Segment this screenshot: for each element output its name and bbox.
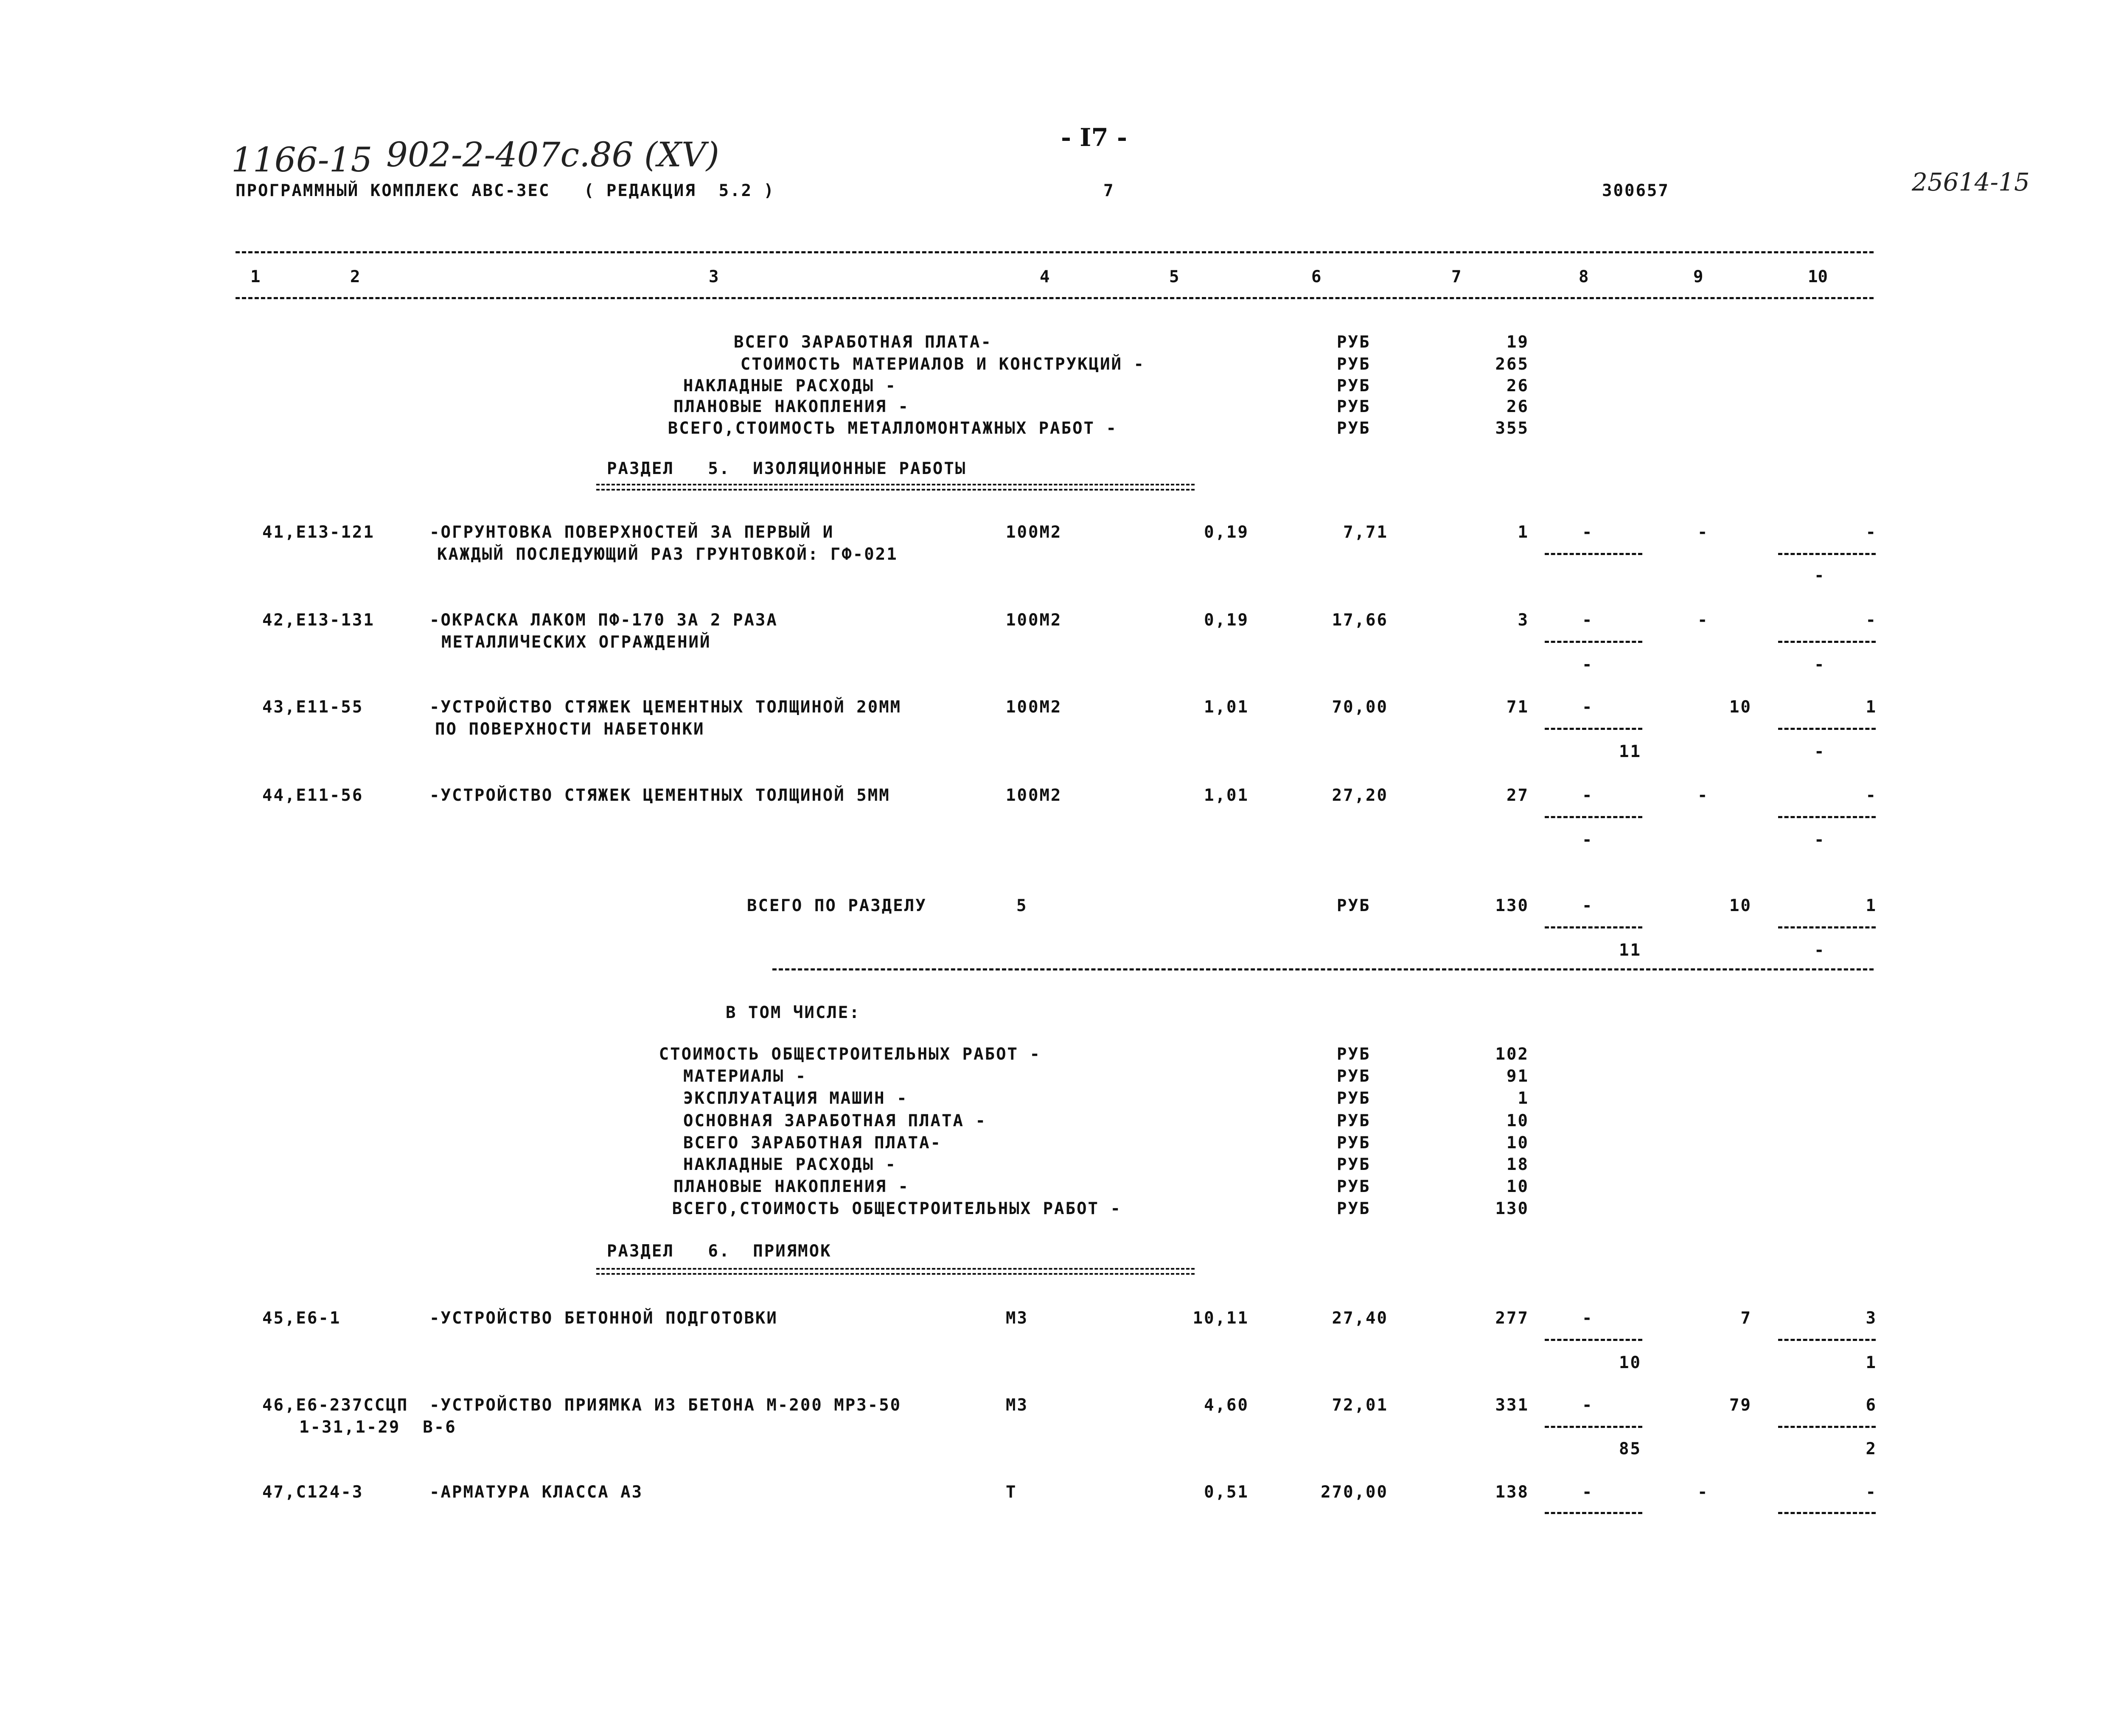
row-col10-sub: -	[1814, 655, 1826, 674]
row-description: -УСТРОЙСТВО СТЯЖЕК ЦЕМЕНТНЫХ ТОЛЩИНОЙ 20ММ	[429, 698, 902, 717]
col8-rule	[1545, 728, 1642, 730]
program-line: ПРОГРАММНЫЙ КОМПЛЕКС АВС-3ЕС ( РЕДАКЦИЯ 5.2 )	[236, 181, 775, 200]
breakdown-value: 10	[1507, 1111, 1529, 1130]
row-col9: 79	[1729, 1396, 1752, 1415]
col10-rule	[1778, 1339, 1876, 1341]
row-description-cont: КАЖДЫЙ ПОСЛЕДУЮЩИЙ РАЗ ГРУНТОВКОЙ: ГФ-021	[437, 545, 898, 564]
breakdown-label: МАТЕРИАЛЫ -	[683, 1067, 807, 1086]
total-col9: 10	[1729, 896, 1752, 915]
row-code: 46,Е6-237ССЦП	[262, 1396, 409, 1415]
row-code: 41,Е13-121	[262, 523, 375, 542]
row-total: 331	[1495, 1396, 1529, 1415]
row-description: -ОКРАСКА ЛАКОМ ПФ-170 ЗА 2 РАЗА	[429, 611, 778, 630]
row-col8: -	[1582, 611, 1594, 630]
col-header: 3	[709, 267, 719, 286]
row-quantity: 0,51	[1204, 1483, 1249, 1502]
row-col9: -	[1697, 1483, 1709, 1502]
row-description: -АРМАТУРА КЛАССА А3	[429, 1483, 643, 1502]
col8-rule	[1545, 816, 1642, 818]
col-header: 5	[1169, 267, 1179, 286]
handwritten-code-left: 1166-15	[231, 140, 373, 179]
col10-rule	[1778, 1512, 1876, 1514]
row-price: 70,00	[1332, 698, 1388, 717]
document-code: 300657	[1602, 181, 1669, 200]
row-col10-sub: -	[1814, 566, 1826, 585]
row-code: 45,Е6-1	[262, 1309, 341, 1328]
row-price: 72,01	[1332, 1396, 1388, 1415]
row-col10: -	[1866, 523, 1877, 542]
total-col8: -	[1582, 896, 1594, 915]
row-description: -УСТРОЙСТВО БЕТОННОЙ ПОДГОТОВКИ	[429, 1309, 778, 1328]
row-total: 71	[1507, 698, 1529, 717]
breakdown-label: СТОИМОСТЬ ОБЩЕСТРОИТЕЛЬНЫХ РАБОТ -	[659, 1045, 1041, 1064]
total-col10-sub: -	[1814, 941, 1826, 960]
col-header: 1	[250, 267, 261, 286]
breakdown-value: 102	[1495, 1045, 1529, 1064]
breakdown-label: ВСЕГО,СТОИМОСТЬ ОБЩЕСТРОИТЕЛЬНЫХ РАБОТ -	[672, 1199, 1122, 1218]
row-col8-sub: -	[1582, 830, 1594, 850]
col8-rule	[1545, 1512, 1642, 1514]
breakdown-value: 1	[1518, 1089, 1529, 1108]
breakdown-value: 10	[1507, 1177, 1529, 1196]
col10-rule	[1778, 926, 1876, 928]
row-total: 1	[1518, 523, 1529, 542]
summary-value: 26	[1507, 397, 1529, 416]
row-code: 44,Е11-56	[262, 786, 364, 805]
summary-label: ВСЕГО ЗАРАБОТНАЯ ПЛАТА-	[733, 333, 992, 352]
breakdown-value: 18	[1507, 1155, 1529, 1174]
col8-rule	[1545, 553, 1642, 555]
row-col8: -	[1582, 698, 1594, 717]
breakdown-label: ЭКСПЛУАТАЦИЯ МАШИН -	[683, 1089, 908, 1108]
summary-label: ПЛАНОВЫЕ НАКОПЛЕНИЯ -	[673, 397, 909, 416]
row-code: 43,Е11-55	[262, 698, 364, 717]
row-description: -ОГРУНТОВКА ПОВЕРХНОСТЕЙ ЗА ПЕРВЫЙ И	[429, 523, 834, 542]
row-col9: 10	[1729, 698, 1752, 717]
row-description: -УСТРОЙСТВО ПРИЯМКА ИЗ БЕТОНА М-200 МРЗ-50	[429, 1396, 902, 1415]
row-col9: -	[1697, 611, 1709, 630]
row-col10: -	[1866, 786, 1877, 805]
row-col8: -	[1582, 1483, 1594, 1502]
section-6-title: РАЗДЕЛ 6. ПРИЯМОК	[607, 1242, 832, 1261]
row-quantity: 0,19	[1204, 611, 1249, 630]
col-header: 10	[1808, 267, 1828, 286]
col-header: 7	[1451, 267, 1462, 286]
total-section-number: 5	[1016, 896, 1028, 915]
summary-unit: РУБ	[1337, 333, 1371, 352]
breakdown-unit: РУБ	[1337, 1089, 1371, 1108]
page-mark: 7	[1103, 181, 1115, 200]
row-col10-sub: -	[1814, 742, 1826, 761]
col-header: 6	[1311, 267, 1321, 286]
row-col9: -	[1697, 523, 1709, 542]
breakdown-label: ПЛАНОВЫЕ НАКОПЛЕНИЯ -	[673, 1177, 909, 1196]
row-total: 3	[1518, 611, 1529, 630]
summary-label: НАКЛАДНЫЕ РАСХОДЫ -	[683, 376, 897, 395]
row-unit: М3	[1006, 1309, 1028, 1328]
total-unit: РУБ	[1337, 896, 1371, 915]
summary-unit: РУБ	[1337, 419, 1371, 438]
col8-rule	[1545, 1426, 1642, 1428]
row-total: 27	[1507, 786, 1529, 805]
row-price: 7,71	[1343, 523, 1388, 542]
row-price: 27,40	[1332, 1309, 1388, 1328]
breakdown-unit: РУБ	[1337, 1199, 1371, 1218]
row-col10: -	[1866, 1483, 1877, 1502]
total-col10: 1	[1866, 896, 1877, 915]
breakdown-value: 130	[1495, 1199, 1529, 1218]
breakdown-unit: РУБ	[1337, 1045, 1371, 1064]
row-price: 27,20	[1332, 786, 1388, 805]
row-col10: 1	[1866, 698, 1877, 717]
row-col8: -	[1582, 523, 1594, 542]
section-5-underline	[596, 484, 1195, 491]
row-col9: 7	[1740, 1309, 1752, 1328]
section-5-title: РАЗДЕЛ 5. ИЗОЛЯЦИОННЫЕ РАБОТЫ	[607, 459, 967, 478]
col10-rule	[1778, 553, 1876, 555]
row-quantity: 0,19	[1204, 523, 1249, 542]
row-description-cont: МЕТАЛЛИЧЕСКИХ ОГРАЖДЕНИЙ	[441, 633, 711, 652]
row-col10: 3	[1866, 1309, 1877, 1328]
total-value: 130	[1495, 896, 1529, 915]
breakdown-unit: РУБ	[1337, 1177, 1371, 1196]
col10-rule	[1778, 1426, 1876, 1428]
row-col10-sub: -	[1814, 830, 1826, 850]
summary-label: ВСЕГО,СТОИМОСТЬ МЕТАЛЛОМОНТАЖНЫХ РАБОТ -	[668, 419, 1117, 438]
total-col8-sub: 11	[1619, 941, 1641, 960]
col-header: 4	[1040, 267, 1050, 286]
col-header: 2	[350, 267, 360, 286]
breakdown-label: ОСНОВНАЯ ЗАРАБОТНАЯ ПЛАТА -	[683, 1111, 987, 1130]
page-number: - I7 -	[1061, 123, 1128, 152]
total-label: ВСЕГО ПО РАЗДЕЛУ	[747, 896, 927, 915]
row-col10-sub: 2	[1866, 1439, 1877, 1458]
row-quantity: 10,11	[1192, 1309, 1249, 1328]
row-price: 270,00	[1321, 1483, 1388, 1502]
row-unit: М3	[1006, 1396, 1028, 1415]
summary-value: 355	[1495, 419, 1529, 438]
row-unit: 100М2	[1006, 611, 1062, 630]
row-quantity: 1,01	[1204, 698, 1249, 717]
row-col10: -	[1866, 611, 1877, 630]
breakdown-label: ВСЕГО ЗАРАБОТНАЯ ПЛАТА-	[683, 1133, 942, 1153]
summary-label: СТОИМОСТЬ МАТЕРИАЛОВ И КОНСТРУКЦИЙ -	[740, 355, 1145, 374]
summary-value: 265	[1495, 355, 1529, 374]
breakdown-value: 10	[1507, 1133, 1529, 1153]
breakdown-unit: РУБ	[1337, 1067, 1371, 1086]
row-col8: -	[1582, 1396, 1594, 1415]
row-code: 47,С124-3	[262, 1483, 364, 1502]
col10-rule	[1778, 816, 1876, 818]
row-total: 277	[1495, 1309, 1529, 1328]
breakdown-unit: РУБ	[1337, 1155, 1371, 1174]
summary-unit: РУБ	[1337, 355, 1371, 374]
row-description: -УСТРОЙСТВО СТЯЖЕК ЦЕМЕНТНЫХ ТОЛЩИНОЙ 5ММ	[429, 786, 890, 805]
row-col8-sub: 11	[1619, 742, 1641, 761]
row-quantity: 1,01	[1204, 786, 1249, 805]
summary-value: 19	[1507, 333, 1529, 352]
row-col8-sub: 10	[1619, 1353, 1641, 1372]
col10-rule	[1778, 641, 1876, 643]
row-col8: -	[1582, 786, 1594, 805]
row-price: 17,66	[1332, 611, 1388, 630]
row-unit: 100М2	[1006, 786, 1062, 805]
col-header: 9	[1693, 267, 1703, 286]
total-rule	[772, 968, 1874, 970]
summary-unit: РУБ	[1337, 376, 1371, 395]
including-label: В ТОМ ЧИСЛЕ:	[726, 1003, 861, 1022]
col-header: 8	[1579, 267, 1589, 286]
row-unit: Т	[1006, 1483, 1017, 1502]
header-rule-top	[236, 251, 1874, 253]
row-total: 138	[1495, 1483, 1529, 1502]
row-description-cont: ПО ПОВЕРХНОСТИ НАБЕТОНКИ	[435, 720, 705, 739]
row-description-cont: 1-31,1-29 В-6	[299, 1418, 457, 1437]
row-unit: 100М2	[1006, 698, 1062, 717]
col10-rule	[1778, 728, 1876, 730]
summary-unit: РУБ	[1337, 397, 1371, 416]
row-quantity: 4,60	[1204, 1396, 1249, 1415]
row-unit: 100М2	[1006, 523, 1062, 542]
section-6-underline	[596, 1268, 1195, 1275]
row-col10: 6	[1866, 1396, 1877, 1415]
header-rule-bottom	[236, 297, 1874, 299]
breakdown-unit: РУБ	[1337, 1111, 1371, 1130]
row-col8-sub: -	[1582, 655, 1594, 674]
breakdown-unit: РУБ	[1337, 1133, 1371, 1153]
handwritten-project-title: 902-2-407с.86 (XV)	[386, 135, 719, 174]
col8-rule	[1545, 926, 1642, 928]
row-col8-sub: 85	[1619, 1439, 1641, 1458]
col8-rule	[1545, 1339, 1642, 1341]
row-code: 42,Е13-131	[262, 611, 375, 630]
row-col8: -	[1582, 1309, 1594, 1328]
row-col10-sub: 1	[1866, 1353, 1877, 1372]
summary-value: 26	[1507, 376, 1529, 395]
col8-rule	[1545, 641, 1642, 643]
breakdown-value: 91	[1507, 1067, 1529, 1086]
breakdown-label: НАКЛАДНЫЕ РАСХОДЫ -	[683, 1155, 897, 1174]
row-col9: -	[1697, 786, 1709, 805]
handwritten-code-right: 25614-15	[1912, 168, 2030, 196]
